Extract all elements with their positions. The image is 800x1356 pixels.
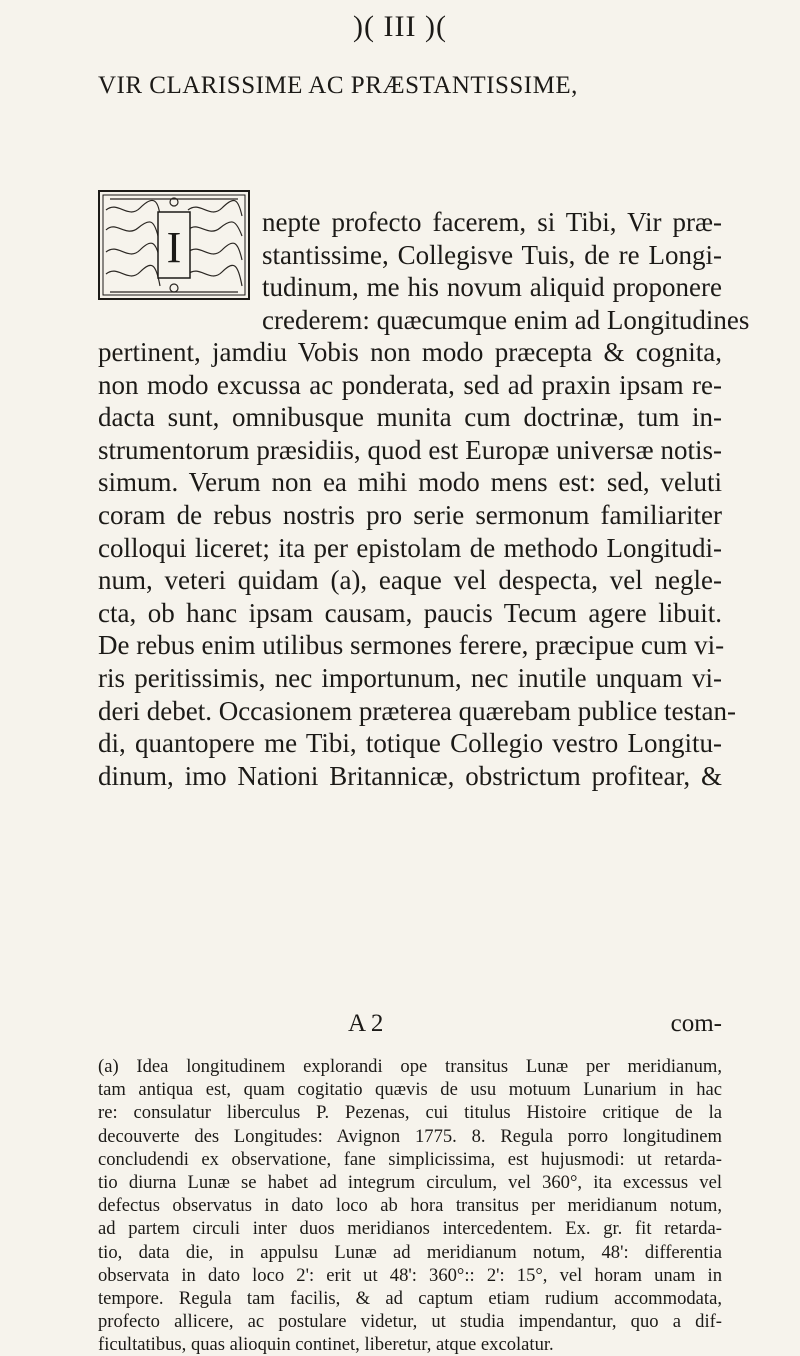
text-line: coram de rebus nostris pro serie sermonum familiariter [98, 499, 722, 530]
letter-body [98, 336, 736, 792]
footnote-line: tio diurna Lunæ se habet ad integrum circulum, vel 360°, ita excessus vel [98, 1171, 722, 1193]
footnote-line: tam antiqua est, quam cogitatio quævis de usu motuum Lunarium in hac [98, 1079, 722, 1101]
text-line: simum. Verum non ea mihi modo mens est: sed, veluti [98, 467, 722, 498]
footnote-line: profecto allicere, ac postulare videtur, ut studia impendantur, quo a dif- [98, 1311, 722, 1333]
catchword: com- [670, 1010, 722, 1037]
text-line: pertinent, jamdiu Vobis non modo præcepta & cognita, [98, 337, 722, 367]
footnote-line: decouverte des Longitudes: Avignon 1775. 8. Regula porro longitudinem [98, 1125, 722, 1147]
footnote-line: tio, data die, in appulsu Lunæ ad meridianum notum, 48': differentia [98, 1241, 722, 1263]
opening-lines [262, 206, 750, 336]
letter-salutation: VIR CLARISSIME AC PRÆSTANTISSIME, [98, 72, 578, 99]
ornamental-dropcap [98, 190, 250, 300]
footnote-line: re: consulatur liberculus P. Pezenas, cui titulus Histoire critique de la [98, 1102, 722, 1124]
text-line: strumentorum præsidiis, quod est Europæ universæ notis- [98, 434, 722, 465]
text-line: non modo excussa ac ponderata, sed ad praxin ipsam re- [98, 369, 722, 400]
footnote-line: ficultatibus, quas alioquin continet, liberetur, atque excolatur. [98, 1334, 554, 1356]
page-number: )( III )( [353, 10, 447, 43]
footnote-line: ad partem circuli inter duos meridianos intercedentem. Ex. gr. fit retarda- [98, 1218, 722, 1240]
text-line: cta, ob hanc ipsam causam, paucis Tecum agere libuit. [98, 597, 722, 628]
text-line: colloqui liceret; ita per epistolam de methodo Longitudi- [98, 532, 722, 563]
text-line: dinum, imo Nationi Britannicæ, obstrictum profitear, & [98, 760, 722, 791]
text-line: De rebus enim utilibus sermones ferere, præcipue cum vi- [98, 630, 725, 661]
text-line: crederem: quæcumque enim ad Longitudines [262, 304, 750, 335]
footnote-line: tempore. Regula tam facilis, & ad captum etiam rudium accommodata, [98, 1287, 722, 1309]
text-line: num, veteri quidam (a), eaque vel despecta, vel negle- [98, 565, 722, 596]
text-line: stantissime, Collegisve Tuis, de re Longi- [262, 239, 722, 270]
footnote-line: defectus observatus in dato loco ab hora transitus per meridianum notum, [98, 1195, 722, 1217]
text-line: dacta sunt, omnibusque munita cum doctrinæ, tum in- [98, 402, 722, 433]
text-line: deri debet. Occasionem præterea quærebam publice testan- [98, 695, 736, 726]
text-line: nepte profecto facerem, si Tibi, Vir præ- [262, 207, 722, 237]
text-line: tudinum, me his novum aliquid proponere [262, 272, 722, 303]
page-footer-marks [98, 1010, 722, 1042]
signature-mark: A 2 [348, 1010, 384, 1037]
text-line: ris peritissimis, nec importunum, nec inutile unquam vi- [98, 662, 722, 693]
dropcap-letter: I [166, 223, 182, 272]
footnote-line: concludendi ex observatione, fane simplicissima, est hujusmodi: ut retarda- [98, 1148, 722, 1170]
footnote-line: (a) Idea longitudinem explorandi ope transitus Lunæ per meridianum, [98, 1056, 722, 1077]
footnote-line: observata in dato loco 2': erit ut 48': 360°:: 2': 15°, vel horam unam in [98, 1264, 722, 1286]
text-line: di, quantopere me Tibi, totique Collegio vestro Longitu- [98, 728, 722, 759]
footnote [98, 1055, 722, 1356]
